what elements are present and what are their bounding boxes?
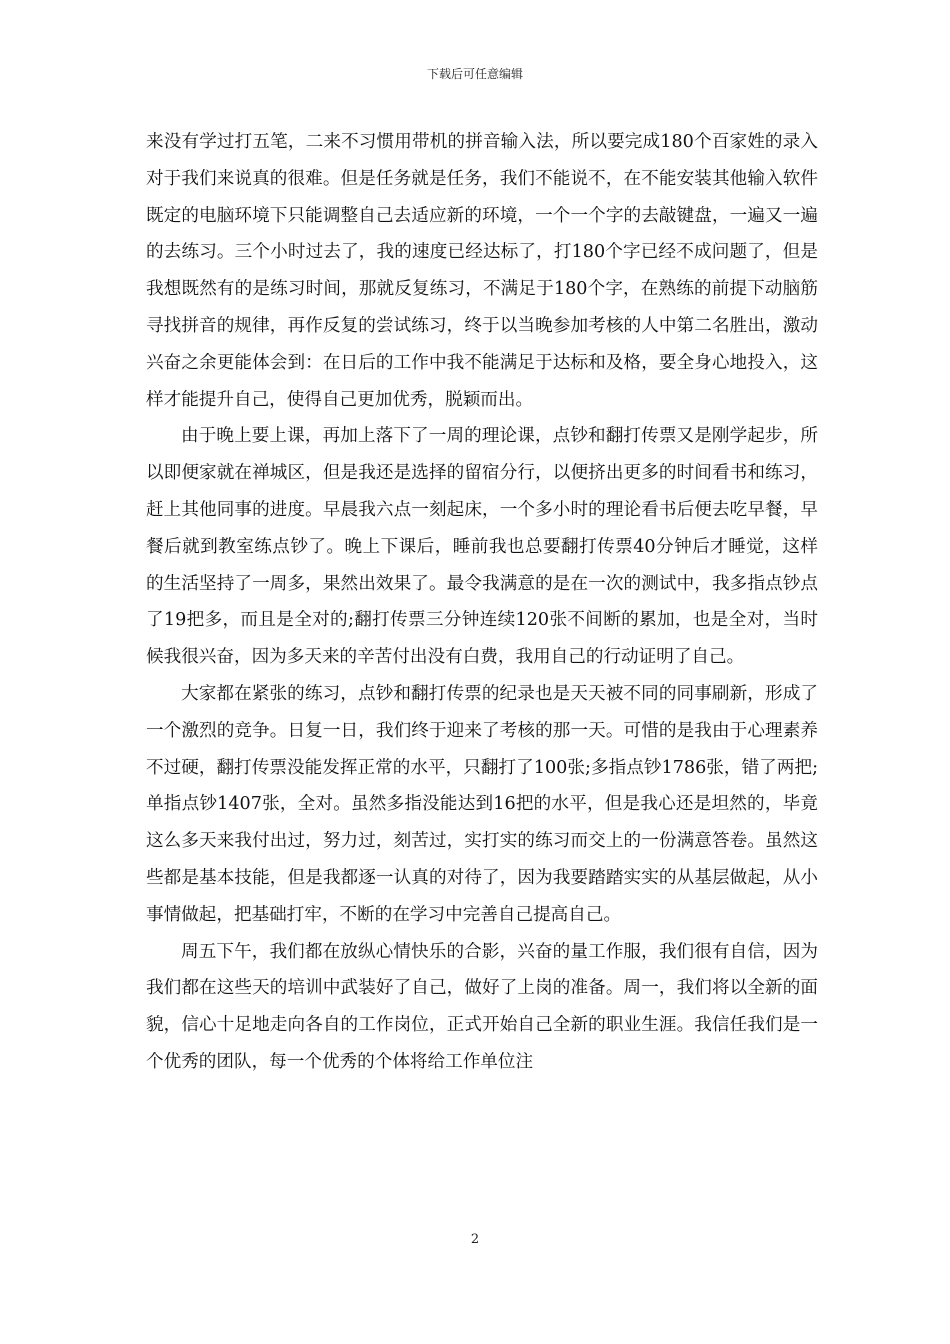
page-header: 下载后可任意编辑 <box>426 67 523 81</box>
page-number: 2 <box>470 1232 480 1247</box>
paragraph-4: 周五下午，我们都在放纵心情快乐的合影，兴奋的量工作服，我们很有自信，因为我们都在这些天的培训中武装好了自己，做好了上岗的准备。周一，我们将以全新的面貌，信心十足地走向各自的工作岗位，正式开始自己全新的职业生涯。我信任我们是一个优秀的团队，每一个优秀的个体将给工作单位注 <box>146 941 818 1072</box>
paragraph-2: 由于晚上要上课，再加上落下了一周的理论课，点钞和翻打传票又是刚学起步，所以即便家就在禅城区，但是我还是选择的留宿分行，以便挤出更多的时间看书和练习，赶上其他同事的进度。早晨我六点一刻起床，一个多小时的理论看书后便去吃早餐，早餐后就到教室练点钞了。晚上下课后，睡前我也总要翻打传票40分钟后才睡觉，这样的生活坚持了一周多，果然出效果了。最令我满意的是在一次的测试中，我多指点钞点了19把多，而且是全对的;翻打传票三分钟连续120张不间断的累加，也是全对，当时候我很兴奋，因为多天来的辛苦付出没有白费，我用自己的行动证明了自己。 <box>146 426 818 668</box>
paragraph-1: 来没有学过打五笔，二来不习惯用带机的拼音输入法，所以要完成180个百家姓的录入对于我们来说真的很难。但是任务就是任务，我们不能说不，在不能安装其他输入软件既定的电脑环境下只能调整自己去适应新的环境，一个一个字的去敲键盘，一遍又一遍的去练习。三个小时过去了，我的速度已经达标了，打180个字已经不成问题了，但是我想既然有的是练习时间，那就反复练习，不满足于180个字，在熟练的前提下动脑筋寻找拼音的规律，再作反复的尝试练习，终于以当晚参加考核的人中第二名胜出，激动兴奋之余更能体会到：在日后的工作中我不能满足于达标和及格，要全身心地投入，这样才能提升自己，使得自己更加优秀，脱颖而出。 <box>146 132 818 410</box>
paragraph-3: 大家都在紧张的练习，点钞和翻打传票的纪录也是天天被不同的同事刷新，形成了一个激烈的竞争。日复一日，我们终于迎来了考核的那一天。可惜的是我由于心理素养不过硬，翻打传票没能发挥正常的水平，只翻打了100张;多指点钞1786张，错了两把;单指点钞1407张，全对。虽然多指没能达到16把的水平，但是我心还是坦然的，毕竟这么多天来我付出过，努力过，刻苦过，实打实的练习而交上的一份满意答卷。虽然这些都是基本技能，但是我都逐一认真的对待了，因为我要踏踏实实的从基层做起，从小事情做起，把基础打牢，不断的在学习中完善自己提高自己。 <box>146 683 818 925</box>
document-body <box>146 124 818 1081</box>
